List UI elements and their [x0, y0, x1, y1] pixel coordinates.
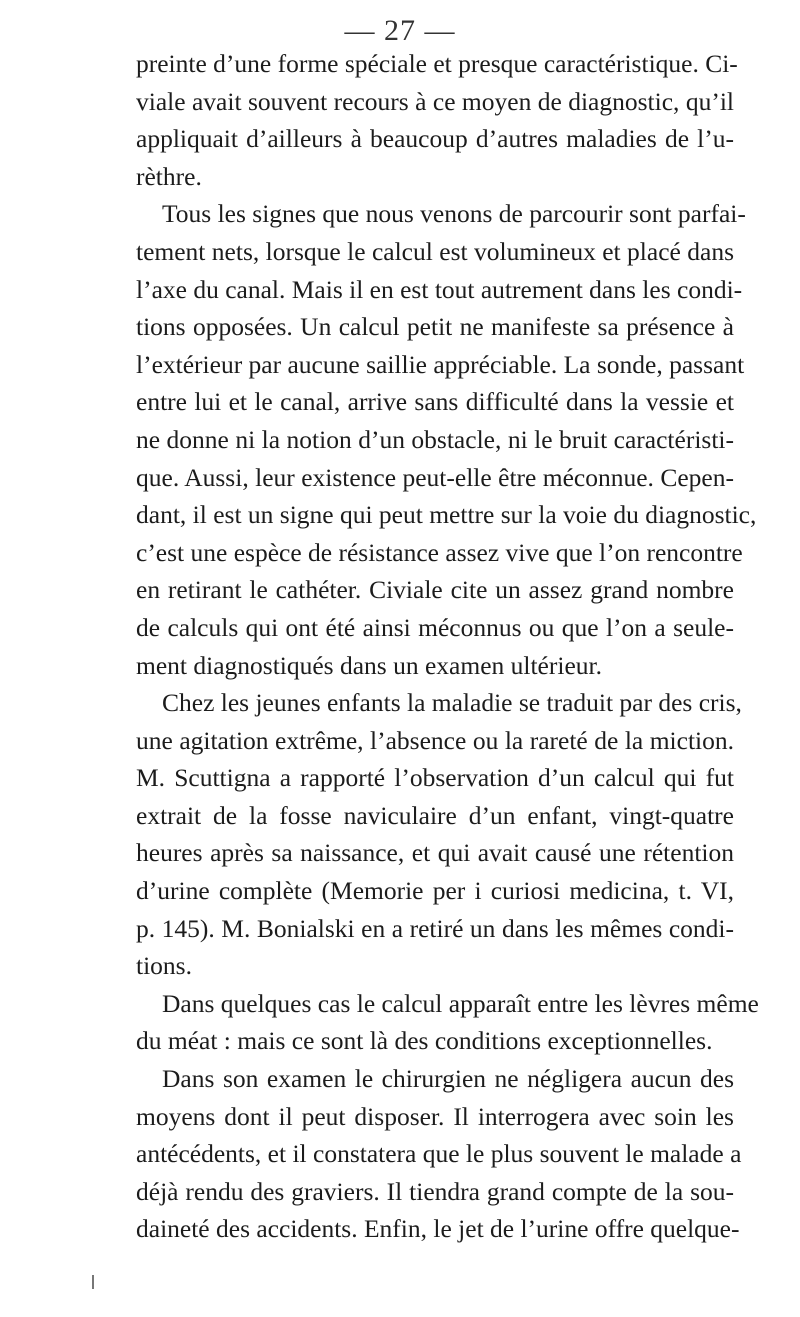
text-line: ne donne ni la notion d’un obstacle, ni le bruit caractéristi- — [136, 424, 734, 454]
text-line: c’est une espèce de résistance assez vive que l’on rencontre — [136, 537, 743, 567]
text-line: heures après sa naissance, et qui avait causé une rétention — [136, 838, 734, 868]
text-line: antécédents, et il constatera que le plus souvent le malade a — [136, 1139, 742, 1169]
text-line: une agitation extrême, l’absence ou la rareté de la miction. — [136, 725, 734, 755]
text-line: Chez les jeunes enfants la maladie se traduit par des cris, — [162, 688, 742, 718]
text-line: appliquait d’ailleurs à beaucoup d’autres maladies de l’u- — [136, 124, 734, 154]
page-number: — 27 — — [344, 14, 456, 47]
text-line: en retirant le cathéter. Civiale cite un assez grand nombre — [136, 575, 734, 605]
text-line: Dans quelques cas le calcul apparaît entre les lèvres même — [162, 988, 759, 1018]
text-line: l’axe du canal. Mais il en est tout autrement dans les condi- — [136, 274, 743, 304]
text-line: entre lui et le canal, arrive sans difficulté dans la vessie et — [136, 387, 734, 417]
text-line: ment diagnostiqués dans un examen ultérieur. — [136, 650, 602, 680]
text-line: l’extérieur par aucune saillie appréciable. La sonde, passant — [136, 349, 745, 379]
text-line: rèthre. — [136, 161, 202, 191]
text-line: p. 145). M. Bonialski en a retiré un dans les mêmes condi- — [136, 913, 734, 943]
text-line: tions. — [136, 951, 192, 981]
text-line: extrait de la fosse naviculaire d’un enfant, vingt-quatre — [136, 800, 734, 830]
body-text — [136, 45, 759, 1248]
text-line: que. Aussi, leur existence peut-elle être méconnue. Cepen- — [136, 462, 734, 492]
text-line: viale avait souvent recours à ce moyen de diagnostic, qu’il — [136, 86, 734, 116]
text-line: d’urine complète (Memorie per i curiosi medicina, t. VI, — [136, 876, 734, 906]
text-line: daineté des accidents. Enfin, le jet de l’urine offre quelque- — [136, 1214, 740, 1244]
text-line: M. Scuttigna a rapporté l’observation d’un calcul qui fut — [136, 763, 734, 793]
margin-mark — [92, 1275, 94, 1289]
text-line: tement nets, lorsque le calcul est volumineux et placé dans — [136, 236, 734, 266]
text-line: Tous les signes que nous venons de parcourir sont parfai- — [162, 199, 746, 229]
text-line: déjà rendu des graviers. Il tiendra grand compte de la sou- — [136, 1176, 734, 1206]
text-line: preinte d’une forme spéciale et presque caractéristique. Ci- — [136, 49, 738, 78]
text-line: du méat : mais ce sont là des conditions exceptionnelles. — [136, 1026, 713, 1056]
text-line: moyens dont il peut disposer. Il interrogera avec soin les — [136, 1101, 734, 1131]
text-line: de calculs qui ont été ainsi méconnus ou que l’on a seule- — [136, 612, 734, 642]
text-line: tions opposées. Un calcul petit ne manifeste sa présence à — [136, 312, 734, 342]
text-line: dant, il est un signe qui peut mettre sur la voie du diagnostic, — [136, 500, 757, 530]
text-line: Dans son examen le chirurgien ne négligera aucun des — [162, 1064, 734, 1094]
